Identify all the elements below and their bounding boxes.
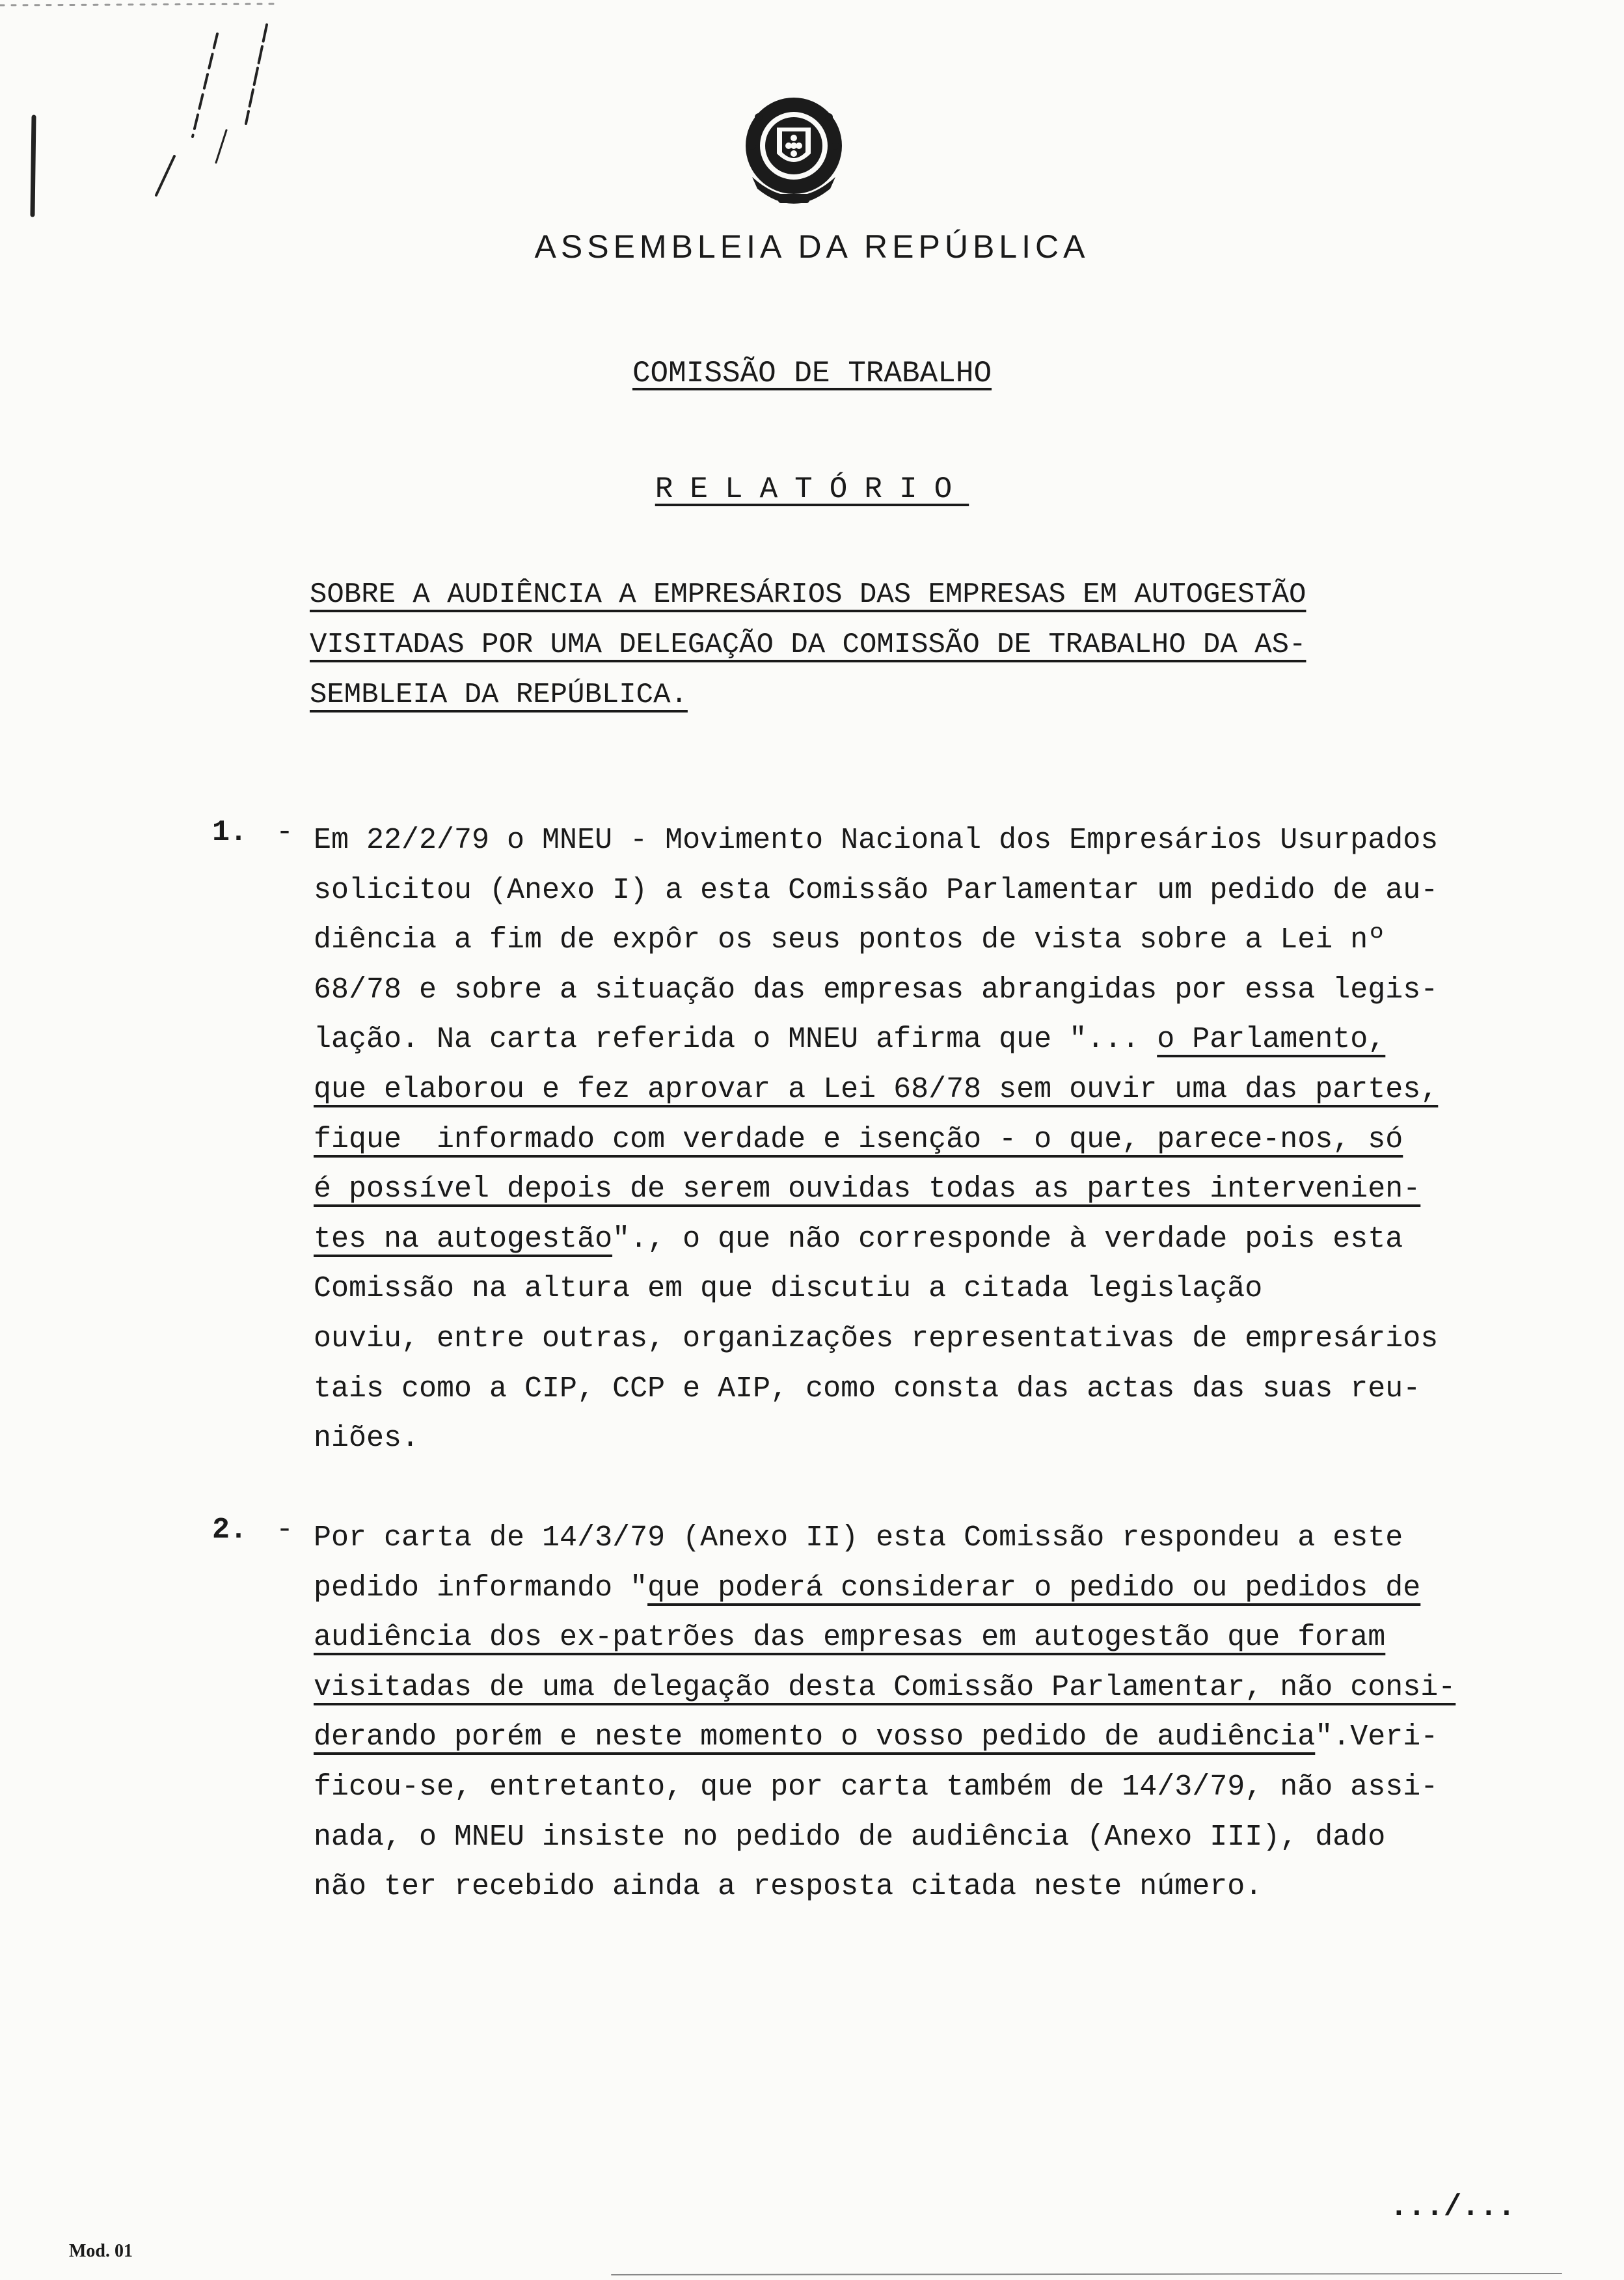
subject-line: SEMBLEIA DA REPÚBLICA. bbox=[310, 679, 688, 711]
form-code: Mod. 01 bbox=[69, 2241, 133, 2261]
quoted-text: tes na autogestão bbox=[314, 1222, 613, 1256]
margin-bar-mark bbox=[33, 117, 34, 215]
committee-name-text: COMISSÃO DE TRABALHO bbox=[632, 357, 992, 390]
quoted-text: que elaborou e fez aprovar a Lei 68/78 sem ouvir uma das partes, bbox=[314, 1072, 1439, 1106]
pen-stroke-mark bbox=[193, 34, 217, 137]
quoted-text: visitadas de uma delegação desta Comissão Parlamentar, não consi- bbox=[314, 1670, 1456, 1704]
subject-line: SOBRE A AUDIÊNCIA A EMPRESÁRIOS DAS EMPRESAS EM AUTOGESTÃO bbox=[310, 578, 1306, 611]
text-line: Por carta de 14/3/79 (Anexo II) esta Comissão respondeu a este bbox=[314, 1521, 1403, 1554]
pen-stroke-mark-2 bbox=[246, 25, 267, 124]
continuation-marker: .../... bbox=[1390, 2190, 1516, 2224]
paragraph-body bbox=[314, 1513, 1602, 1912]
text-line: ficou-se, entretanto, que por carta também de 14/3/79, não assi- bbox=[314, 1770, 1439, 1804]
paragraph-dash: - bbox=[276, 816, 294, 849]
text-line: 68/78 e sobre a situação das empresas abrangidas por essa legis- bbox=[314, 973, 1439, 1007]
quoted-text: o Parlamento, bbox=[1157, 1023, 1386, 1057]
text-line: ".Veri- bbox=[1315, 1720, 1439, 1754]
text-line: Comissão na altura em que discutiu a citada legislação bbox=[314, 1272, 1263, 1306]
text-line: "., o que não corresponde à verdade pois esta bbox=[612, 1222, 1403, 1256]
quoted-text: fique informado com verdade e isenção - o que, parece-nos, só bbox=[314, 1122, 1403, 1156]
report-title-text: RELATÓRIO bbox=[655, 472, 969, 506]
text-line: diência a fim de expôr os seus pontos de vista sobre a Lei nº bbox=[314, 923, 1386, 957]
committee-name bbox=[0, 357, 1624, 390]
pen-stroke-mark-4 bbox=[216, 130, 226, 163]
paragraph-number: 1. bbox=[212, 816, 248, 849]
quoted-text: que poderá considerar o pedido ou pedidos de bbox=[647, 1571, 1421, 1605]
text-line: solicitou (Anexo I) a esta Comissão Parlamentar um pedido de au- bbox=[314, 873, 1439, 907]
bottom-edge-line bbox=[612, 2273, 1562, 2275]
text-line: Em 22/2/79 o MNEU - Movimento Nacional dos Empresários Usurpados bbox=[314, 824, 1439, 857]
report-subject bbox=[310, 570, 1500, 720]
paragraph-dash: - bbox=[276, 1513, 294, 1547]
text-line: ouviu, entre outras, organizações representativas de empresários bbox=[314, 1322, 1439, 1355]
top-edge-mark bbox=[0, 4, 273, 5]
report-title bbox=[0, 472, 1624, 506]
coat-of-arms-emblem-icon bbox=[739, 91, 848, 208]
quoted-text: audiência dos ex-patrões das empresas em autogestão que foram bbox=[314, 1621, 1386, 1655]
text-line: não ter recebido ainda a resposta citada neste número. bbox=[314, 1870, 1263, 1904]
quoted-text: derando porém e neste momento o vosso pedido de audiência bbox=[314, 1720, 1316, 1754]
text-line: tais como a CIP, CCP e AIP, como consta das actas das suas reu- bbox=[314, 1372, 1421, 1405]
pen-stroke-mark-3 bbox=[156, 156, 174, 195]
paragraph-number: 2. bbox=[212, 1513, 248, 1547]
text-line: niões. bbox=[314, 1422, 420, 1456]
text-line: lação. Na carta referida o MNEU afirma que "... bbox=[314, 1023, 1157, 1057]
institution-name: ASSEMBLEIA DA REPÚBLICA bbox=[534, 228, 1090, 265]
text-line: nada, o MNEU insiste no pedido de audiência (Anexo III), dado bbox=[314, 1820, 1386, 1854]
subject-line: VISITADAS POR UMA DELEGAÇÃO DA COMISSÃO DE TRABALHO DA AS- bbox=[310, 629, 1306, 661]
paragraph-body bbox=[314, 816, 1602, 1464]
quoted-text: é possível depois de serem ouvidas todas as partes intervenien- bbox=[314, 1173, 1421, 1206]
text-line: pedido informando " bbox=[314, 1571, 648, 1605]
